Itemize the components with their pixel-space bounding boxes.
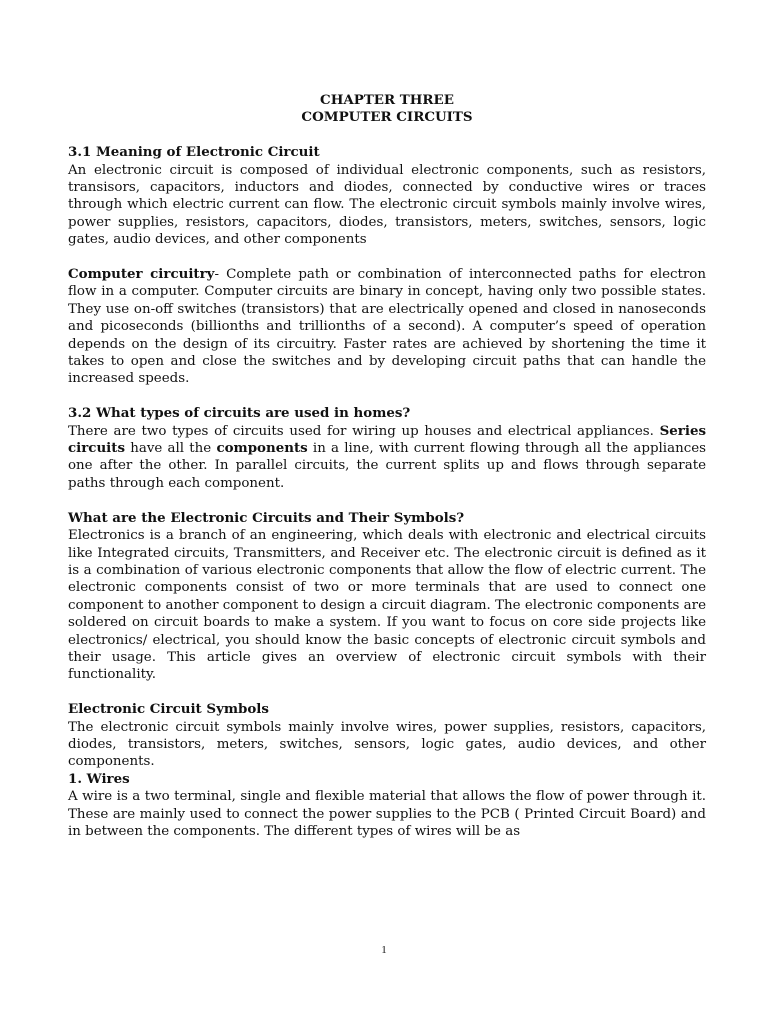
spacer: [68, 127, 706, 144]
section-3-2-text-part2: have all the: [125, 441, 217, 457]
components-term: components: [216, 440, 308, 457]
section-3-1-heading: 3.1 Meaning of Electronic Circuit: [68, 144, 320, 161]
computer-circuitry-text: - Complete path or combination of interconnected paths for electron flow in a computer. Computer circuits are binary in concept, having only two possible states. They use on-off switches (transistors) that are electrically opened and closed in nanoseconds and picoseconds (billionths and trillionths of a second). A computer’s speed of operation depends on the design of its circuitry. Faster rates are achieved by shortening the time it takes to open and close the switches and by developing circuit paths that can handle the increased speeds.: [68, 267, 706, 387]
chapter-title: COMPUTER CIRCUITS: [301, 109, 473, 126]
section-3-2-text-part3: in a line, with current flowing through all the appliances one after the other. In parallel circuits, the current splits up and flows through separate paths through each component.: [68, 441, 706, 491]
symbols-question-heading: What are the Electronic Circuits and Their Symbols?: [68, 509, 465, 526]
symbols-text: The electronic circuit symbols mainly involve wires, power supplies, resistors, capacitors, diodes, transistors, meters, switches, sensors, logic gates, audio devices, and other components.: [68, 719, 706, 770]
section-3-2-text: [68, 423, 706, 493]
computer-circuitry-term: Computer circuitry: [68, 266, 215, 283]
section-3-2-heading: 3.2 What types of circuits are used in homes?: [68, 405, 411, 422]
chapter-label: CHAPTER THREE: [320, 92, 454, 108]
wires-text: A wire is a two terminal, single and flexible material that allows the flow of power through it. These are mainly used to connect the power supplies to the PCB ( Printed Circuit Board) and in between the components. The different types of wires will be as: [68, 789, 706, 839]
symbols-question-text: Electronics is a branch of an engineering, which deals with electronic and electrical circuits like Integrated circuits, Transmitters, and Receiver etc. The electronic circuit is defined as it is a combination of various electronic components that allow the flow of electric current. The electronic components consist of two or more terminals that are used to connect one component to another component to design a circuit diagram. The electronic components are soldered on circuit boards to make a system. If you want to focus on core side projects like electronics/ electrical, you should know the basic concepts of electronic circuit symbols and their usage. This article gives an overview of electronic circuit symbols with their functionality.: [68, 528, 706, 683]
series-circuits-term: Series circuits: [68, 422, 706, 457]
section-3-2-text-part1: There are two types of circuits used for wiring up houses and electrical appliances.: [68, 423, 660, 439]
wires-heading: 1. Wires: [68, 770, 130, 787]
computer-circuitry-paragraph: [68, 266, 706, 388]
page-number: 1: [381, 944, 387, 956]
document-page: [68, 92, 706, 840]
symbols-heading: Electronic Circuit Symbols: [68, 701, 269, 718]
section-3-1-text: An electronic circuit is composed of individual electronic components, such as resistors, transisors, capacitors, inductors and diodes, connected by conductive wires or traces through which electric current can flow. The electronic circuit symbols mainly involve wires, power supplies, resistors, capacitors, diodes, transistors, meters, switches, sensors, logic gates, audio devices, and other components: [68, 162, 706, 248]
